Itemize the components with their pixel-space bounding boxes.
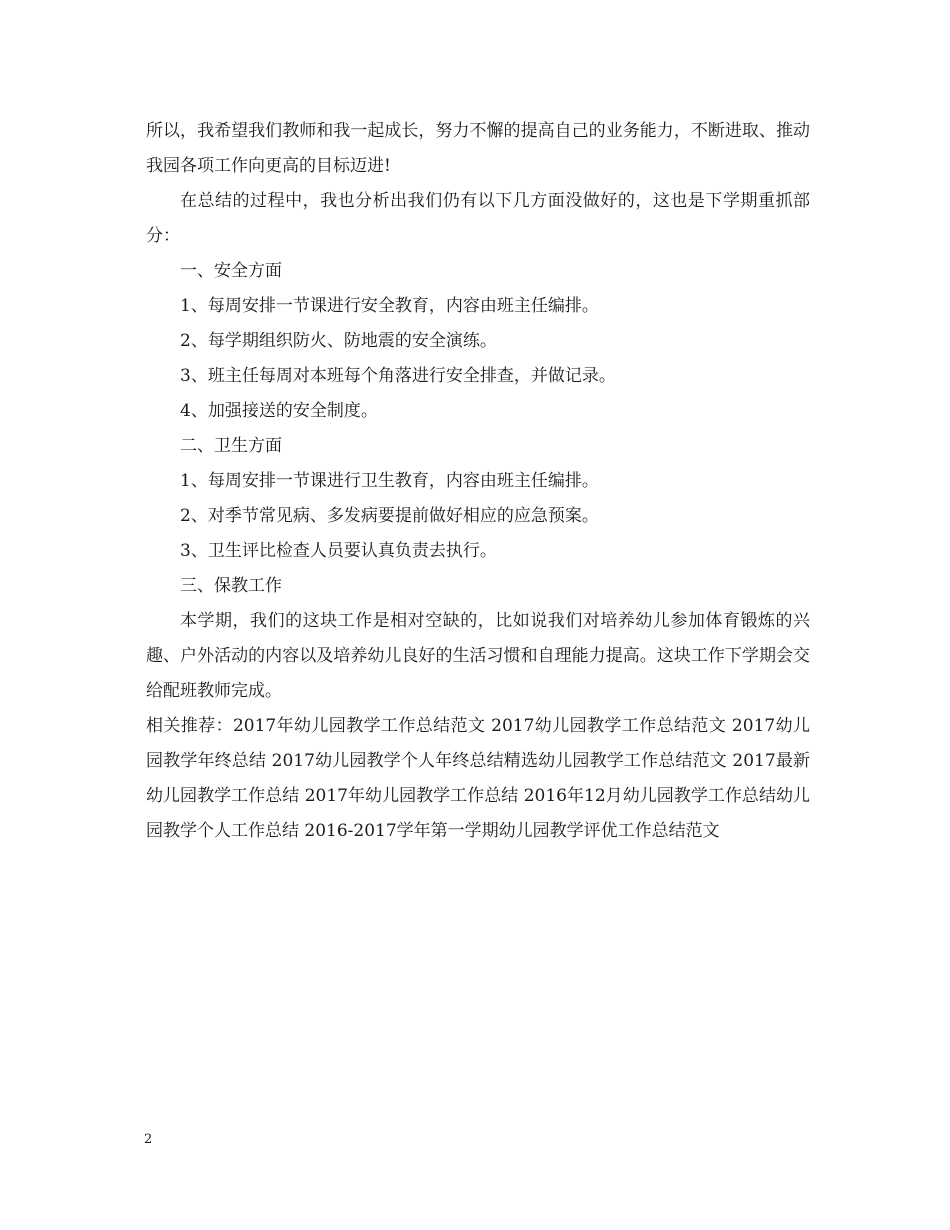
- document-body: [146, 114, 810, 849]
- paragraph-intro: 所以，我希望我们教师和我一起成长，努力不懈的提高自己的业务能力，不断进取、推动我园各项工作向更高的目标迈进!: [146, 121, 810, 176]
- paragraph-summary: 在总结的过程中，我也分析出我们仍有以下几方面没做好的，这也是下学期重抓部分：: [146, 191, 810, 246]
- list-item: 1、每周安排一节课进行安全教育，内容由班主任编排。: [180, 296, 599, 316]
- section-heading-care-education: 三、保教工作: [180, 576, 282, 596]
- paragraph-care-education: 本学期，我们的这块工作是相对空缺的，比如说我们对培养幼儿参加体育锻炼的兴趣、户外活动的内容以及培养幼儿良好的生活习惯和自理能力提高。这块工作下学期会交给配班教师完成。: [146, 611, 810, 701]
- list-item: 3、班主任每周对本班每个角落进行安全排查，并做记录。: [180, 366, 616, 386]
- section-heading-hygiene: 二、卫生方面: [180, 436, 282, 456]
- list-item: 3、卫生评比检查人员要认真负责去执行。: [180, 541, 497, 561]
- section-heading-safety: 一、安全方面: [180, 261, 282, 281]
- list-item: 4、加强接送的安全制度。: [180, 401, 378, 421]
- related-recommendations: 相关推荐：2017年幼儿园教学工作总结范文 2017幼儿园教学工作总结范文 2017幼儿园教学年终总结 2017幼儿园教学个人年终总结精选幼儿园教学工作总结范文 2017最新幼儿园教学工作总结 2017年幼儿园教学工作总结 2016年12月幼儿园教学工作总结幼儿园教学个人工作总结 2016-2017学年第一学期幼儿园教学评优工作总结范文: [146, 716, 810, 841]
- list-item: 2、对季节常见病、多发病要提前做好相应的应急预案。: [180, 506, 599, 526]
- page-number: 2: [144, 1132, 153, 1147]
- list-item: 1、每周安排一节课进行卫生教育，内容由班主任编排。: [180, 471, 599, 491]
- list-item: 2、每学期组织防火、防地震的安全演练。: [180, 331, 497, 351]
